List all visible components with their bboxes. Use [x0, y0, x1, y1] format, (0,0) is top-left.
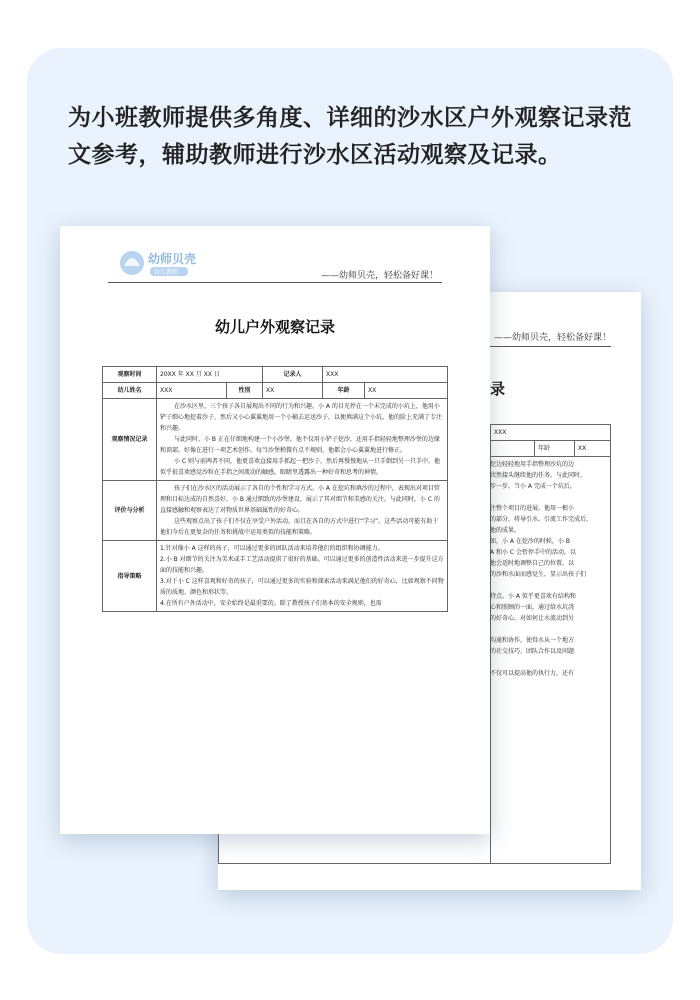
back-slogan: ——幼师贝壳，轻松备好课！	[493, 333, 611, 343]
front-document-page	[60, 226, 490, 834]
obs-time-label: 观察时间	[103, 367, 157, 383]
logo-subtext: 育儿教师	[154, 269, 179, 276]
headline: 为小班教师提供多角度、详细的沙水区户外观察记录范文参考，辅助教师进行沙水区活动观察及记录。	[68, 105, 632, 168]
front-slogan: ——幼师贝壳，轻松备好课！	[320, 271, 438, 281]
table-row	[103, 367, 448, 383]
back-body-text: 挖边轻轻地用手指整理沙坑的边 欣然接头继续他的任务。与此同时， 步一步。当小 A 完成一个坑后， 注整个项目的进展。他用一根小 的部分，将导引水。引流工作完成后， 他的成果。 如，小 A 在挖沙的时候，小 B A 和小 C 会暂停手中的活动，以 他会适时地调整自己的位置，以 的沙和水面而感觉生，显示出孩子们 特点。小 A 似乎更喜欢有结构和 心和照顾的一面，通过给水坑浇 的好奇心，对如何让水流动到另 沟通和协作，使得水从一个地方 的社交技巧、团队合作以及问题 不仅可以提高他的执行力，还有	[491, 457, 611, 864]
gender-value: XX	[263, 383, 323, 399]
back-cell-value: XXX	[491, 425, 611, 441]
evaluation-text: 孩子们在沙水区的活动展示了各自的个性和学习方式。小 A 在挖坑和填沙的过程中，表现出对项目管理和目标达成的自然喜好。小 B 通过细致的沙堡建设，展示了其对细节和美感的关注。与此同时，小 C 的直接感触和观察表达了对物质世界基础属性的好奇心。 这些观察点出了孩子们不仅在享受户外活动，而且在各自的方式中进行“学习”。这些活动可能有助于他们今后在更复杂的任务和挑战中运用类似的技能和策略。	[157, 481, 448, 541]
shell-logo-icon	[118, 246, 228, 280]
situation-text: 在沙水区里，三个孩子各自展现出不同的行为和兴趣。小 A 的目光停在一个未完成的小坑上，他用小铲子细心地挖着沙子，然后又小心翼翼地用一个小桶去运送沙子，以便填满这个小坑。他的脸上充满了专注和兴趣。 与此同时，小 B 正在仔细地构建一个小沙堡。他不仅用小铲子挖沙，还用手指轻轻地整理沙堡的边缘和顶部，好像在进行一项艺术创作。每当沙堡稍微有点不规则，他都会小心翼翼地进行修正。 小 C 则与前两者不同，他更喜欢直接用手抓起一把沙子，然后再慢慢地从一只手倒到另一只手中。他似乎很喜欢感觉沙粒在手指之间流动的触感，眼睛里透露出一种好奇和思考的神情。	[157, 399, 448, 481]
recorder-value: XXX	[323, 367, 448, 383]
child-name-label: 幼儿姓名	[103, 383, 157, 399]
evaluation-label: 评价与分析	[103, 481, 157, 541]
recorder-label: 记录人	[263, 367, 323, 383]
back-age-label: 年龄	[535, 441, 575, 457]
obs-time-value: 20XX 年 XX 月 XX 日	[157, 367, 263, 383]
back-title-fragment: 录	[490, 380, 506, 398]
age-label: 年龄	[323, 383, 365, 399]
table-row	[103, 481, 448, 541]
child-name-value: XXX	[157, 383, 227, 399]
document-title: 幼儿户外观察记录	[214, 318, 335, 336]
observation-record-table	[102, 366, 448, 612]
gender-label: 性别	[227, 383, 263, 399]
table-row	[103, 399, 448, 481]
back-age-value: XX	[575, 441, 611, 457]
age-value: XX	[365, 383, 448, 399]
guidance-label: 指导策略	[103, 541, 157, 612]
table-row	[103, 541, 448, 612]
situation-label: 观察情况记录	[103, 399, 157, 481]
table-row	[103, 383, 448, 399]
brand-logo	[118, 246, 228, 280]
guidance-text: 1.针对像小 A 这样的孩子，可以通过更多的团队活动来培养他们的组织和协调能力。 2.小 B 对细节的关注为美术或手工艺活动提供了很好的基础。可以通过更多的创造性活动来进一步提升这方面的技能和兴趣。 3.对于小 C 这样喜观和好奇的孩子，可以通过更多的实验和探索活动来满足他们的好奇心，比如观察不同物质的质地、颜色和形状等。 4.在所有户外活动中，安全始终是最重要的。除了教授孩子们基本的安全规则，也需	[157, 541, 448, 612]
logo-text: 幼师贝壳	[148, 252, 197, 266]
front-header-divider	[108, 282, 442, 283]
